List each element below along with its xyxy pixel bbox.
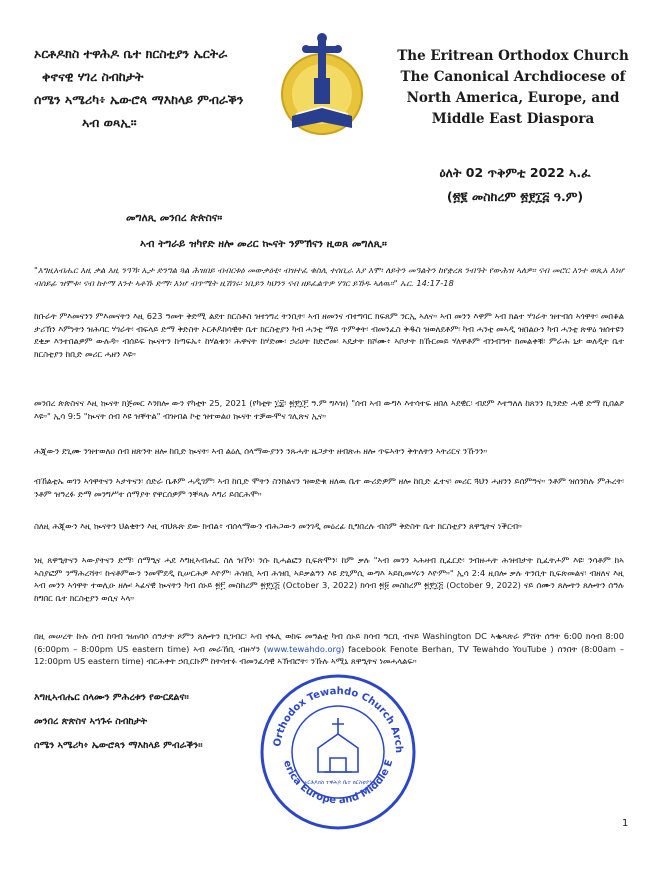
closing-line: መንበረ ጵጵስና ኣኀጉሩ ስብከታት <box>34 716 148 727</box>
subject-heading: ኣብ ትግራይ ዝካየድ ዘሎ መሪር ኲናት ንምኽናን ዚወጸ መግለጺ። <box>140 238 387 250</box>
date-range-text: ፳፫ መስከረም ፳፻፲፭ (October 3, 2022) ክሳብ ፳፱ መስከረም ፳፻፲፭ (October 9, 2022) <box>215 580 521 590</box>
church-seal-icon <box>258 672 418 832</box>
seal-inner-text: ኦርቶዶክስ ተዋሕዶ ቤተ ክርስቲያን <box>304 780 372 786</box>
header-left-line: ኣብ ወጻኢ። <box>82 115 137 130</box>
header-right-line: Middle East Diaspora <box>431 111 595 127</box>
body-paragraph <box>34 630 624 668</box>
header-left-tigrinya <box>34 42 244 134</box>
scripture-quote: "እግዚአብሔር እዚ ቃል እዚ ንዓኻ፡ ኢታ ድንግል ጓል ሕዝበይ ብብርቱዕ መውቃዕቲ፡ ብዝተፈ ቁስሊ ተሰቢራ እያ እሞ፡ ለይትን መዓልትን ከየቋረጸ ንብዓት የውሕዝ ኣለዎ። ናብ መሮር እንተ ወጺአ እነሆ ብሰይፊ ዝሞቱ፡ ናብ ከተማ እንተ ኣቶኹ ድማ፡ እነሆ ብጥሜት ዚሽገሩ፡ ነቢይን ካህንን ናብ ዘይፈልጥዎ ሃገር ይኸዱ ኣለዉ።" ኤር. 14:17-18 <box>34 265 624 288</box>
body-paragraph: ከቡራት ምእመናንን ምእመናትን እዚ 623 ዓመት ቅድሚ ልደተ ክርስቶስ ዝተነግረ ትንቢት፡ ኣብ ዘመንና ብተግባር ክፍጸም ንርኢ ኣለና። ኣብ መንን እዋም ኣብ ክልተ ሃገራት ዝተብሰ ኣጎዋት፡ መበቆል ታሪኽን እምነትን ዝሕባር ሃገራት፡ ብፍላይ ድማ ቅድስት ኦርቶዶክሳዊት ቤተ ክርስቲያን ካብ ሓንቲ ማይ ጥምቀት፡ ብመንፈስ ቅዱስ ዝወለደቶም፡ ካብ ሓንቲ መኣዲ ዝበልዑን ካብ ሓንቲ ጽዋዕ ዝሰተዩን ደቂቃ እንተበልዎም ውሉዳ። ብሰይፍ ኲናትን ከጣፍኡ፥ ከሃልቁን፡ ሕዋናት ከሃድሙ፡ ኃሪሀት ከድሮመ፡ ኣዴታት ክሾሙ፥ ኣቦታት ክኹርመይ ሃለዋቶም ብንብዓት ክመልቀቑ፡ ምራሕ ኒታ ወለዲት ቤተ ክርስቲያን ከቢድ መሪር ሓዘን እዩ። <box>34 311 624 359</box>
date-block <box>410 161 620 209</box>
closing-line: እግዚኣብሔር ሰላሙን ምሕረቱን የውርደልና። <box>34 692 189 703</box>
seal-outer-text: Orthodox Tewahdo Church Arch <box>272 685 405 754</box>
header-right-line: The Canonical Archdiocese of <box>400 69 626 85</box>
body-paragraph: መንበረ ጵጵስናና እዚ ኲናት ክጅመር እንክሎ ውን የካቲት 25, 2021 (የካቲት ፲፰፡ ፳፻፲፫ ዓ.ም ግእዝ) "ሰብ ኣብ ውግእ እተሳተፍ ዘበለ ኣደዊር፡ ብደም እተዓለለ ከጸንን ኪንድድ ሓዊ ድማ ኪበልዖ እዩ።" ኢሳ 9:5 "ኲናት ሰብ እዩ ዝቐትል" ብዝብል ኮቲ ዝተወልዐ ኲናት ተቓውሞና ገሊጽና ኢና። <box>34 398 624 421</box>
date-line: (፳፪ መስከረም ፳፻፲፭ ዓ.ም) <box>446 189 584 204</box>
website-link[interactable]: www.tewahdo.org <box>266 643 342 654</box>
body-paragraph: ሕጂውን ደጊሙ ንዝተወለዐ ሰብ ዘጽንት ዘሎ ከቢድ ኲናት፡ ኣብ ልዕሊ ሰላማውያንን ንጹሓት ዜጋታት ዘብጽሐ ዘሎ ጥፍኣትን ቅትለትን ኣትሪርና ንኹንን። <box>34 446 488 456</box>
header-right-english <box>388 46 638 130</box>
header-left-line: ሰሜን ኣሜሪካ፥ ኤውሮጳ ማእከላይ ምብራቕን <box>34 92 244 107</box>
header-right-line: North America, Europe, and <box>406 90 620 106</box>
salutation-heading: መግለጺ መንበረ ጵጵስና። <box>126 212 223 224</box>
seal-bottom-text: erica Europe and Middle E <box>280 758 396 807</box>
header-right-line: The Eritrean Orthodox Church <box>397 48 629 64</box>
body-paragraph <box>34 554 624 604</box>
body-paragraph: ስለዚ ሕጂውን እዚ ኲናትን ህልቂትን እዚ ብህጹጽ ደው ክብል፥ ብሰላማውን ብሕጋውን መንገዲ መዕረፊ ኪግበረሉ ብስም ቅድስት ቤተ ክርስቲያን ጸዋዒትና ነቕርብ። <box>34 521 522 531</box>
header-left-line: ኦርቶዶክስ ተዋሕዶ ቤተ ክርስቲያን ኤርትራ <box>34 46 228 61</box>
emblem-pillar <box>314 78 330 104</box>
date-line: ዕለት 02 ጥቅምቲ 2022 ኣ.ፈ <box>439 165 591 180</box>
closing-line: ሰሜን ኣሜሪካ፥ ኤውሮጳን ማእከላይ ምብራቕን። <box>34 740 203 751</box>
paragraph-text: በዚ መሠረት ኩሉ ሰብ ከባብ ዝጠባሶ ሰዓታት ጾምን ጸሎትን ኪገብር፡ ኣብ ኖፋሊ ወከፍ መዓልቲ ካብ ሰኑይ ክሳብ ዓርቢ ብናይ Washington DC ኣቈጻጽራ ምሸት ሰዓት 6:00 ክሳብ 8:00 (6:00pm – 8:00pm US eastern time) ኣብ መራኸቢ ብዙሃን ( <box>34 631 624 654</box>
paragraph-text: ) facebook Fenote Berhan, TV Tewahdo YouTube ) ሰንበት (8:00am – 12:00pm US eastern time) ብርሕቀት ኃቢርኩም ከትሳተፉ ብመንፈሳዊ ኣኽብሮት፡ ንኹሉ ኣሚኒ ጸዋዒትና ነመሓላልፍ። <box>34 643 625 666</box>
paragraph-text: ነዚ ጸዋዒትናን ኣውያትናን ድማ፡ ሰማዒና ሓደ እግዚኣብሔር ስለ ዝኾነ፡ ንሱ ኪሓልፎን ኪፍጽሞን፡ ከም ቃሉ "ኣብ መንን ኣሕዛብ ኪፈርድ፡ ንብዙሓት ሕዝብታት ኪፈትሖም እዩ፡ ንሳቶም ከኣ ኣስያፎም ንማሕረሻት፡ ኩናቶምውን ንመሞደዲ ኪሠርሕዎ እዮም፡ ሕዝቢ ኣብ ሕዝቢ ኣይቃልዓን እዩ ደጊምሲ ውግእ ኣይኪመሃሩን እዮም።" ኢሳ 2:4 ዚበሎ ቃሉ ትንቢት ኪፍጽመልና፡ ብዘለና እዚ ኣብ መንን ኣጎዋት ተወሊዑ ዘሎ፡ ኣፊናዊ ኲናትን ካብ ሰኑይ <box>34 555 624 590</box>
church-emblem-icon <box>262 28 382 148</box>
page-number: 1 <box>622 818 629 829</box>
seal-church-drawing <box>318 718 358 772</box>
body-paragraph: ብኸልቲኡ ወገን ኣጎዋትናን ኣታትናን፡ ሰድራ ቤቶም ሓዲገም፡ ኣብ ከቢድ ሞትን ስንክልናን ዝወድቁ ዘለዉ ቤተ ውሪድዎም ዘሎ ከቢድ ፈተና፡ መሪር ጓህን ሓዘንን ይሰምዓና። ንቶም ዝሰንከሉ ምሕረት፡ ንቶም ዝዓረፉ ድማ መንግሥተ ሰማያት የዋርሰዎም ንቐጻሉ እግሪ ይበርሕሞ። <box>34 476 624 499</box>
paragraph-text: ናይ ሰሙን ጸሎትን ጸሎትን ሰዓሉ ከግበር ቤተ ክርስቲያን ወሲና ኣላ። <box>34 580 624 603</box>
header-left-line: ቀኖናዊ ሃገረ ስብከታት <box>42 69 144 84</box>
